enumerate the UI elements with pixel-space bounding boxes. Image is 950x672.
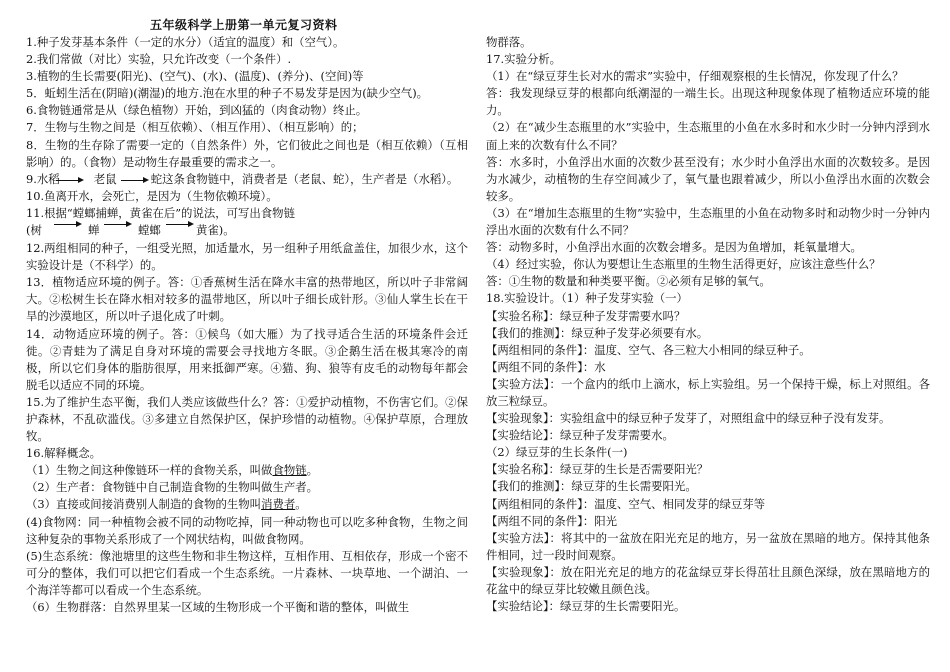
question-3: （3）在“增加生态瓶里的生物”实验中，生态瓶里的小鱼在动物多时和动物少时一分钟内浮出水面的次数有什么不同？ — [486, 205, 930, 238]
definition-1-text: （1）生物之间这种像链环一样的食物关系，叫做 — [26, 463, 273, 478]
chain-mantis: 螳螂 — [138, 223, 161, 238]
item-16: 16.解释概念。 — [26, 446, 102, 461]
definition-3-term: 消费者 — [261, 497, 296, 512]
answer-3: 答：动物多时，小鱼浮出水面的次数会增多。是因为鱼增加，耗氧量增大。 — [486, 240, 862, 255]
exp2-name: 【实验名称】：绿豆芽的生长是否需要阳光？ — [486, 462, 709, 477]
item-3: 3.植物的生长需要(阳光)、(空气)、(水)、(温度)、(养分)、(空间)等 — [26, 69, 364, 84]
exp2-conclusion: 【实验结论】：绿豆芽的生长需要阳光。 — [486, 599, 686, 614]
answer-4: 答：①生物的数量和种类要平衡。②必须有足够的氧气。 — [486, 274, 771, 289]
food-chain — [26, 222, 468, 240]
question-4: （4）经过实验，你认为要想让生态瓶里的生物生活得更好，应该注意些什么？ — [486, 257, 881, 272]
definition-1 — [26, 462, 468, 479]
page-title: 五年级科学上册第一单元复习资料 — [150, 18, 338, 32]
exp1-phenomenon: 【实验现象】：实验组盒中的绿豆种子发芽了，对照组盒中的绿豆种子没有发芽。 — [486, 411, 891, 426]
item-2: 2.我们常做（对比）实验，只允许改变（一个条件）. — [26, 52, 292, 67]
item-13: 13．植物适应环境的例子。答：①香蕉树生活在降水丰富的热带地区，所以叶子非常阔大。②松树生长在降水相对较多的温带地区，所以叶子细长成针形。③仙人掌生长在干旱的沙漠地区，所以叶子退化成了叶刺。 — [26, 275, 468, 324]
definition-4: (4)食物网：同一种植物会被不同的动物吃掉，同一种动物也可以吃多种食物，生物之间这种复杂的事物关系形成了一个网状结构，叫做食物网。 — [26, 514, 468, 546]
definition-2: （2）生产者：食物链中自己制造食物的生物叫做生产者。 — [26, 480, 319, 495]
chain-oriole: 黄雀)。 — [196, 223, 235, 238]
arrow-icon — [56, 174, 84, 183]
item-10: 10.鱼离开水，会死亡，是因为（生物依赖环境）。 — [26, 188, 278, 203]
item-12: 12.两组相同的种子，一组受光照，加适量水，另一组种子用纸盒盖住，加很少水，这个实验设计是（不科学）的。 — [26, 241, 468, 273]
exp2-heading: （2）绿豆芽的生长条件(一) — [486, 445, 628, 460]
answer-2: 答：水多时，小鱼浮出水面的次数少甚至没有；水少时小鱼浮出水面的次数较多。是因为水减少，动植物的生存空间减少了，氧气量也跟着减少，所以小鱼浮出水面的次数会较多。 — [486, 154, 930, 203]
item-1: 1.种子发芽基本条件（一定的水分）（适宜的温度）和（空气）。 — [26, 35, 345, 49]
item-17: 17.实验分析。 — [486, 52, 562, 67]
item-8: 8．生物的生存除了需要一定的（自然条件）外，它们彼此之间也是（相互依赖）（互相影响）的。（食物）是动物生存最重要的需求之一。 — [26, 137, 468, 169]
chain-tree: (树 — [26, 223, 42, 238]
item-9 — [26, 171, 468, 188]
arrow-icon — [166, 218, 194, 227]
item-11: 11.根据“螳螂捕蝉，黄雀在后”的说法，可写出食物链 — [26, 205, 295, 220]
question-2: （2）在“减少生态瓶里的水”实验中，生态瓶里的小鱼在水多时和水少时一分钟内浮到水面上来的次数有什么不同？ — [486, 120, 930, 152]
exp1-conclusion: 【实验结论】：绿豆种子发芽需要水。 — [486, 428, 674, 443]
exp2-phenomenon: 【实验现象】：放在阳光充足的地方的花盆绿豆芽长得茁壮且颜色深绿，放在黑暗地方的花盆中的绿豆芽比较嫩且颜色浅。 — [486, 564, 930, 596]
exp1-hypothesis: 【我们的推测】：绿豆种子发芽必须要有水。 — [486, 325, 709, 340]
exp2-different-conditions: 【两组不同的条件】：阳光 — [486, 513, 617, 528]
exp2-hypothesis: 【我们的推测】：绿豆芽的生长需要阳光。 — [486, 479, 697, 494]
answer-1: 答：我发现绿豆芽的根都向纸潮湿的一端生长。出现这种现象体现了植物适应环境的能力。 — [486, 86, 930, 118]
definition-3-end: 。 — [295, 497, 307, 512]
item-9-text: 9.水稻 老鼠 蛇这条食物链中，消费者是（老鼠、蛇），生产者是（水稻）。 — [26, 171, 459, 186]
item-18: 18.实验设计。（1）种子发芽实验（一） — [486, 291, 688, 306]
left-column — [26, 34, 468, 616]
item-14: 14．动物适应环境的例子。答：①候鸟（如大雁）为了找寻适合生活的环境条件会迁徙。②青蛙为了满足自身对环境的需要会寻找地方冬眠。③企鹅生活在极其寒冷的南极，所以它们身体的脂肪很厚，用来抵御严寒。④猫、狗、狼等有皮毛的动物每年都会脱毛以适应不同的环境。 — [26, 326, 468, 392]
question-1: （1）在“绿豆芽生长对水的需求”实验中，仔细观察根的生长情况，你发现了什么？ — [486, 69, 904, 84]
definition-3-text: （3）直接或间接消费别人制造的食物的生物叫 — [26, 497, 262, 512]
right-column — [486, 34, 930, 615]
arrow-icon — [54, 218, 82, 227]
arrow-icon — [121, 174, 149, 183]
exp1-different-conditions: 【两组不同的条件】：水 — [486, 359, 606, 374]
item-5: 5．蚯蚓生活在(阴暗)(潮湿)的地方.泡在水里的种子不易发芽是因为(缺少空气)。 — [26, 86, 429, 101]
definition-1-end: 。 — [306, 463, 319, 478]
arrow-icon — [104, 218, 132, 227]
exp1-same-conditions: 【两组相同的条件】：温度、空气、各三粒大小相同的绿豆种子。 — [486, 342, 811, 357]
item-6: 6.食物链通常是从（绿色植物）开始，到凶猛的（肉食动物）终止。 — [26, 103, 368, 118]
definition-3 — [26, 496, 468, 513]
exp2-method: 【实验方法】：将其中的一盆放在阳光充足的地方，另一盆放在黑暗的地方。保持其他条件相同，过一段时间观察。 — [486, 530, 930, 562]
right-line: 物群落。 — [486, 35, 532, 49]
exp1-name: 【实验名称】：绿豆种子发芽需要水吗？ — [486, 308, 686, 323]
definition-1-term: 食物链 — [272, 463, 307, 478]
definition-6: （6）生物群落：自然界里某一区域的生物形成一个平衡和谐的整体，叫做生 — [26, 600, 410, 614]
definition-5: (5)生态系统：像池塘里的这些生物和非生物这样，互相作用、互相依存，形成一个密不可分的整体，我们可以把它们看成一个生态系统。一片森林、一块草地、一个湖泊、一个海洋等都可以看成一个生态系统。 — [26, 548, 468, 597]
exp1-method: 【实验方法】：一个盒内的纸巾上滴水，标上实验组。另一个保持干燥，标上对照组。各放三粒绿豆。 — [486, 376, 930, 408]
exp2-same-conditions: 【两组相同的条件】：温度、空气、相同发芽的绿豆芽等 — [486, 496, 766, 511]
item-7: 7．生物与生物之间是（相互依赖）、（相互作用）、（相互影响）的； — [26, 120, 364, 135]
item-15: 15.为了维护生态平衡，我们人类应该做些什么？答：①爱护动植物，不伤害它们。②保护森林，不乱砍滥伐。③多建立自然保护区，保护珍惜的动植物。④保护草原，合理放牧。 — [26, 394, 468, 444]
chain-cicada: 蝉 — [88, 223, 100, 238]
